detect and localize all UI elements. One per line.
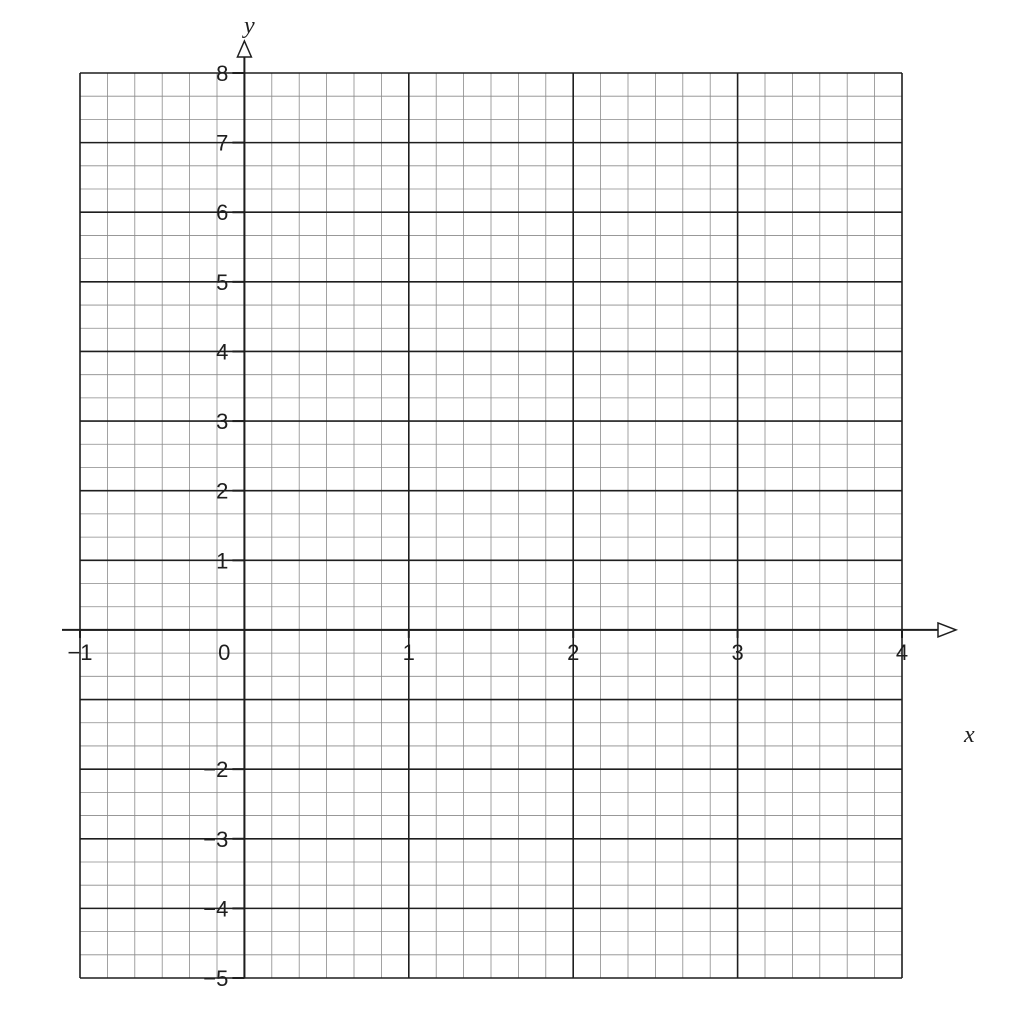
x-tick-label: 4 [895,639,909,665]
x-axis-arrow-icon [938,623,956,637]
x-tick-label: 2 [567,639,580,665]
y-tick-label: −3 [203,826,229,852]
y-tick-label: 7 [216,130,229,156]
axes [62,41,956,978]
y-tick-label: 5 [216,269,229,295]
y-tick-label: 4 [216,339,229,365]
x-tick-label: 1 [402,639,415,665]
y-axis-arrow-icon [237,41,251,57]
x-tick-label: 0 [218,639,231,665]
y-tick-label: −2 [203,757,229,783]
tick-labels [67,61,908,991]
y-tick-label: 8 [216,61,229,86]
x-tick-label: −1 [67,639,93,665]
y-tick-label: 2 [216,478,229,504]
x-tick-label: 3 [731,639,744,665]
x-axis-label: x [964,722,975,748]
y-tick-label: −4 [203,896,229,922]
y-axis-label: y [244,13,255,39]
y-tick-label: −5 [203,966,229,991]
y-tick-label: 3 [216,409,229,435]
y-tick-label: 1 [216,548,229,574]
y-tick-label: 6 [216,200,229,226]
